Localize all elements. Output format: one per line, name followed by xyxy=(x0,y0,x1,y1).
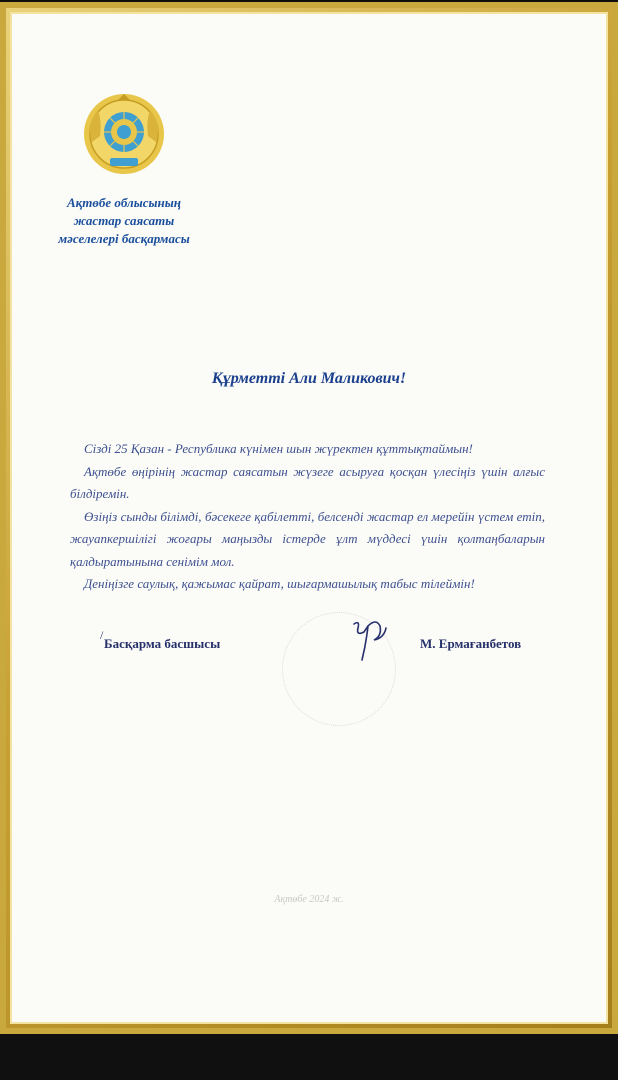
signatory-title: Басқарма басшысы xyxy=(104,636,221,651)
kazakhstan-emblem-icon xyxy=(82,92,166,176)
city-year: Ақтөбе 2024 ж. xyxy=(274,894,344,905)
handwritten-signature xyxy=(346,614,392,666)
paragraph-wishes: Деніңізге саулық, қажымас қайрат, шығармашылық табыс тілеймін! xyxy=(84,576,475,591)
org-line-3: мәселелері басқармасы xyxy=(58,231,190,246)
paragraph-congratulation: Сізді 25 Қазан - Республика күнімен шын жүректен құттықтаймын! xyxy=(84,441,473,456)
tick-mark: / xyxy=(100,628,104,642)
paragraph-thanks: Ақтөбе өңірінің жастар саясатын жүзеге асыруға қосқан үлесіңіз үшін алғыс білдіремін. xyxy=(70,463,545,501)
paragraph-confidence: Өзіңіз сынды білімді, бәсекеге қабілетті, белсенді жастар ел мерейін үстем етіп, жауапкершілігі жоғары маңызды істерде ұлт мүддесі үшін қолтаңбаларын қалдыратынына сенімім мол. xyxy=(70,508,545,569)
signatory-name: М. Ермағанбетов xyxy=(420,636,522,651)
salutation: Құрметті Али Маликович! xyxy=(211,370,407,387)
org-line-2: жастар саясаты xyxy=(73,213,175,228)
organization-name xyxy=(34,194,214,248)
background-surface xyxy=(0,1034,618,1080)
org-line-1: Ақтөбе облысының xyxy=(67,195,181,210)
letter-body xyxy=(70,438,545,596)
